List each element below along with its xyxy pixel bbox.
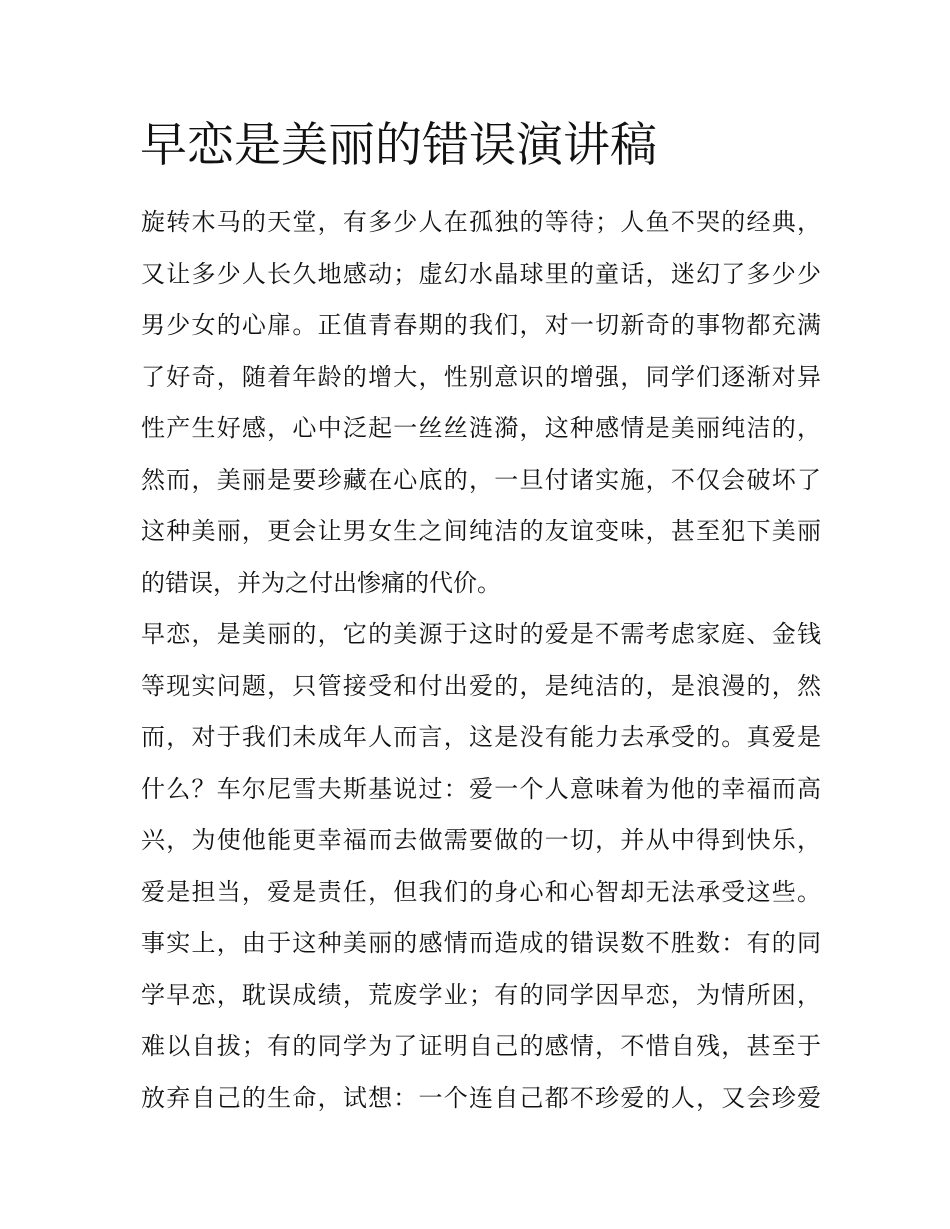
text-line: 等现实问题，只管接受和付出爱的，是纯洁的，是浪漫的，然 <box>141 671 821 700</box>
document-title: 早恋是美丽的错误演讲稿 <box>140 118 657 173</box>
text-line: 而，对于我们未成年人而言，这是没有能力去承受的。真爱是 <box>141 723 821 751</box>
text-line: 然而，美丽是要珍藏在心底的，一旦付诸实施，不仅会破坏了 <box>141 465 821 494</box>
text-line: 学早恋，耽误成绩，荒废学业；有的同学因早恋，为情所困， <box>141 980 821 1009</box>
text-line: 的错误，并为之付出惨痛的代价。 <box>141 568 501 597</box>
text-line: 事实上，由于这种美丽的感情而造成的错误数不胜数：有的同 <box>141 929 821 957</box>
text-line: 放弃自己的生命，试想：一个连自己都不珍爱的人，又会珍爱 <box>141 1083 821 1112</box>
text-line: 又让多少人长久地感动；虚幻水晶球里的童话，迷幻了多少少 <box>141 259 821 288</box>
text-line: 早恋，是美丽的，它的美源于这时的爱是不需考虑家庭、金钱 <box>141 620 821 648</box>
text-line: 兴，为使他能更幸福而去做需要做的一切，并从中得到快乐， <box>141 826 821 854</box>
text-line: 什么？车尔尼雪夫斯基说过：爱一个人意味着为他的幸福而高 <box>141 774 821 803</box>
text-line: 男少女的心扉。正值青春期的我们，对一切新奇的事物都充满 <box>141 311 821 339</box>
text-line: 难以自拔；有的同学为了证明自己的感情，不惜自残，甚至于 <box>141 1032 821 1060</box>
text-line: 了好奇，随着年龄的增大，性别意识的增强，同学们逐渐对异 <box>141 362 821 391</box>
text-line: 性产生好感，心中泛起一丝丝涟漪，这种感情是美丽纯洁的， <box>141 414 821 442</box>
text-line: 爱是担当，爱是责任，但我们的身心和心智却无法承受这些。 <box>141 877 821 906</box>
text-line: 这种美丽，更会让男女生之间纯洁的友谊变味，甚至犯下美丽 <box>141 517 821 545</box>
document-body <box>141 197 821 1124</box>
text-line: 旋转木马的天堂，有多少人在孤独的等待；人鱼不哭的经典， <box>141 208 821 236</box>
